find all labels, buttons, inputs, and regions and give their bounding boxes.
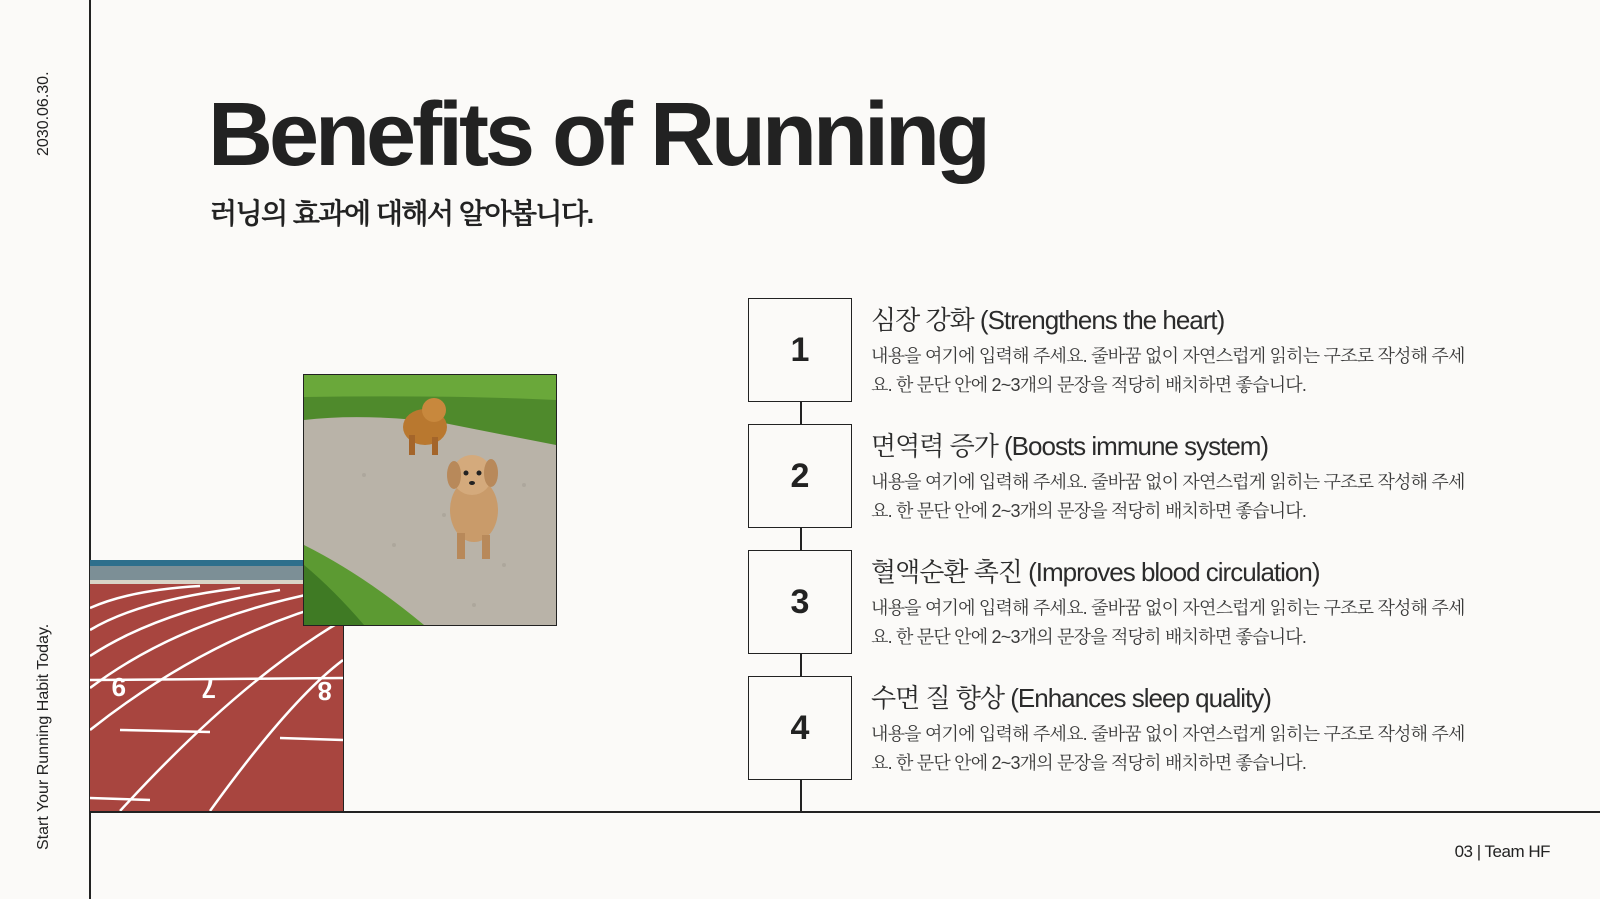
benefit-description-3: 내용을 여기에 입력해 주세요. 줄바꿈 없이 자연스럽게 읽히는 구조로 작성해 주세요. 한 문단 안에 2~3개의 문장을 적당히 배치하면 좋습니다. <box>871 598 1465 647</box>
slogan-label: Start Your Running Habit Today. <box>35 623 52 850</box>
lane-number-9: 9 <box>111 672 126 702</box>
date-label: 2030.06.30. <box>35 71 52 156</box>
benefit-title-2: 면역력 증가 (Boosts immune system) <box>871 431 1269 461</box>
benefit-number-4: 4 <box>748 676 852 780</box>
running-dogs-image <box>303 374 557 626</box>
lane-number-8: 8 <box>317 676 332 706</box>
benefit-description-4: 내용을 여기에 입력해 주세요. 줄바꿈 없이 자연스럽게 읽히는 구조로 작성해 주세요. 한 문단 안에 2~3개의 문장을 적당히 배치하면 좋습니다. <box>871 724 1465 773</box>
benefit-description-2: 내용을 여기에 입력해 주세요. 줄바꿈 없이 자연스럽게 읽히는 구조로 작성해 주세요. 한 문단 안에 2~3개의 문장을 적당히 배치하면 좋습니다. <box>871 472 1465 521</box>
benefit-number-2: 2 <box>748 424 852 528</box>
benefit-item-2 <box>748 424 1568 528</box>
benefit-number-3: 3 <box>748 550 852 654</box>
benefit-item-1 <box>748 298 1568 402</box>
benefit-description-1: 내용을 여기에 입력해 주세요. 줄바꿈 없이 자연스럽게 읽히는 구조로 작성해 주세요. 한 문단 안에 2~3개의 문장을 적당히 배치하면 좋습니다. <box>871 346 1465 395</box>
lane-number-7: 7 <box>201 674 216 704</box>
benefit-title-3: 혈액순환 촉진 (Improves blood circulation) <box>871 557 1320 587</box>
benefit-number-1: 1 <box>748 298 852 402</box>
benefit-title-4: 수면 질 향상 (Enhances sleep quality) <box>871 683 1271 713</box>
page-number: 03 | Team HF <box>1454 842 1550 861</box>
benefit-title-1: 심장 강화 (Strengthens the heart) <box>871 305 1225 335</box>
bottom-divider-line <box>89 811 1600 813</box>
benefit-item-3 <box>748 550 1568 654</box>
page-title: Benefits of Running <box>208 85 987 185</box>
page-subtitle: 러닝의 효과에 대해서 알아봅니다. <box>210 198 593 229</box>
benefit-item-4 <box>748 676 1568 780</box>
